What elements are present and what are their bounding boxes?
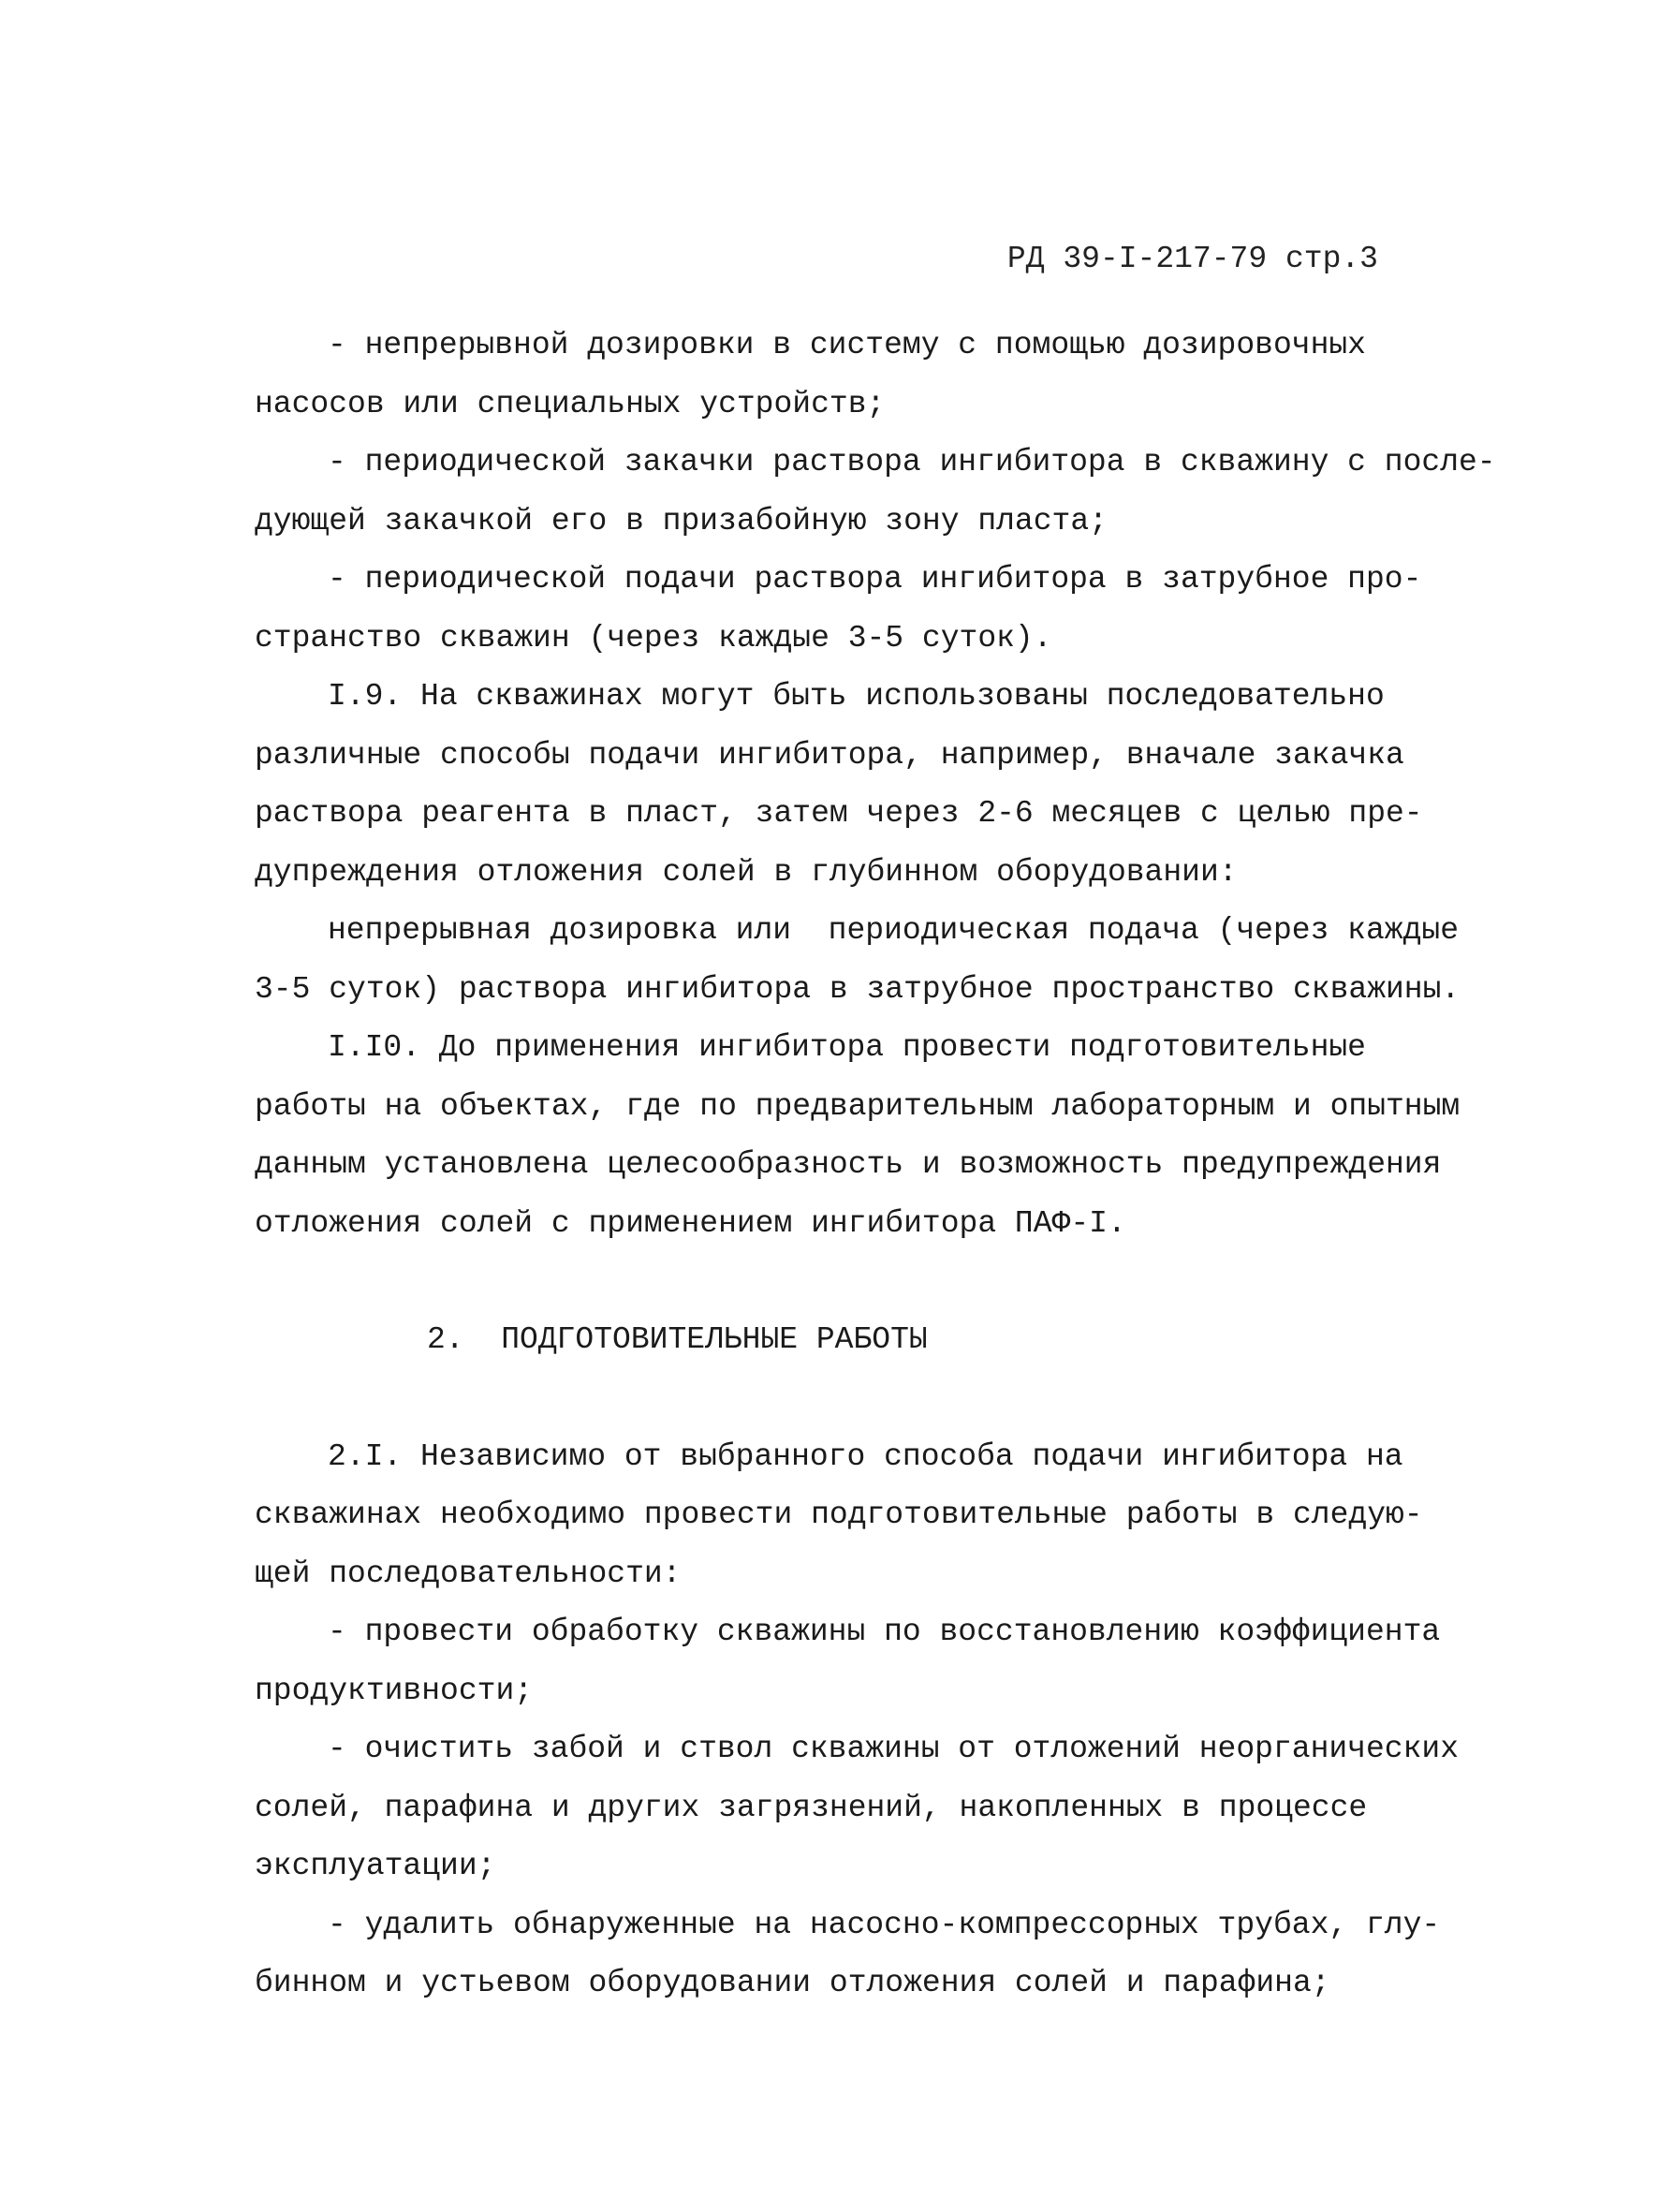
text-line: отложения солей с применением ингибитора ПАФ-I. xyxy=(255,1205,1126,1241)
text-line: I.I0. До применения ингибитора провести подготовительные xyxy=(328,1030,1366,1065)
text-line: продуктивности; xyxy=(255,1673,534,1708)
text-line: данным установлена целесообразность и возможность предупреждения xyxy=(255,1147,1442,1182)
text-line: I.9. На скважинах могут быть использованы последовательно xyxy=(328,679,1385,714)
text-line: странство скважин (через каждые 3-5 суток). xyxy=(255,620,1052,656)
paragraph-well-treatment xyxy=(255,1603,1472,1720)
paragraph-1-10 xyxy=(255,1019,1472,1253)
text-line: - провести обработку скважины по восстановлению коэффициента xyxy=(328,1615,1441,1649)
paragraph-2-1 xyxy=(255,1428,1472,1604)
text-line: непрерывная дозировка или периодическая подача (через каждые xyxy=(328,913,1459,948)
text-line: - очистить забой и ствол скважины от отложений неорганических xyxy=(328,1732,1459,1766)
text-line: дупреждения отложения солей в глубинном оборудовании: xyxy=(255,854,1238,890)
text-line: работы на объектах, где по предварительным лабораторным и опытным xyxy=(255,1088,1461,1124)
text-line: - периодической подачи раствора ингибитора в затрубное про- xyxy=(328,562,1422,597)
paragraph-continuous-dosing xyxy=(255,317,1472,434)
section-heading xyxy=(255,1311,1472,1370)
text-line: скважинах необходимо провести подготовительные работы в следую- xyxy=(255,1497,1423,1532)
text-line: бинном и устьевом оборудовании отложения солей и парафина; xyxy=(255,1966,1330,2000)
paragraph-periodic-feed xyxy=(255,551,1472,668)
text-line: различные способы подачи ингибитора, например, вначале закачка xyxy=(255,737,1404,773)
text-line: 2.I. Независимо от выбранного способа подачи ингибитора на xyxy=(328,1438,1403,1474)
text-line: щей последовательности: xyxy=(255,1556,682,1591)
paragraph-dosing-or-feed xyxy=(255,902,1472,1019)
section-heading-text: 2. ПОДГОТОВИТЕЛЬНЫЕ РАБОТЫ xyxy=(427,1322,928,1357)
text-line: - непрерывной дозировки в систему с помощью дозировочных xyxy=(328,328,1366,362)
paragraph-1-9 xyxy=(255,668,1472,902)
text-line: дующей закачкой его в призабойную зону пласта; xyxy=(255,503,1108,538)
paragraph-remove-deposits xyxy=(255,1896,1472,2013)
document-header: РД 39-I-217-79 стр.3 xyxy=(1006,242,1378,276)
document-body xyxy=(255,317,1496,2013)
text-line: эксплуатации; xyxy=(255,1849,496,1883)
text-line: насосов или специальных устройств; xyxy=(255,386,886,421)
text-line: раствора реагента в пласт, затем через 2-6 месяцев с целью пре- xyxy=(255,796,1423,831)
text-line: солей, парафина и других загрязнений, накопленных в процессе xyxy=(255,1790,1368,1825)
text-line: - периодической закачки раствора ингибитора в скважину с после- xyxy=(328,445,1496,479)
text-line: 3-5 суток) раствора ингибитора в затрубное пространство скважины. xyxy=(255,971,1461,1007)
paragraph-clean-bottom xyxy=(255,1720,1472,1896)
text-line: - удалить обнаруженные на насосно-компрессорных трубах, глу- xyxy=(328,1907,1441,1942)
paragraph-periodic-injection xyxy=(255,434,1496,551)
